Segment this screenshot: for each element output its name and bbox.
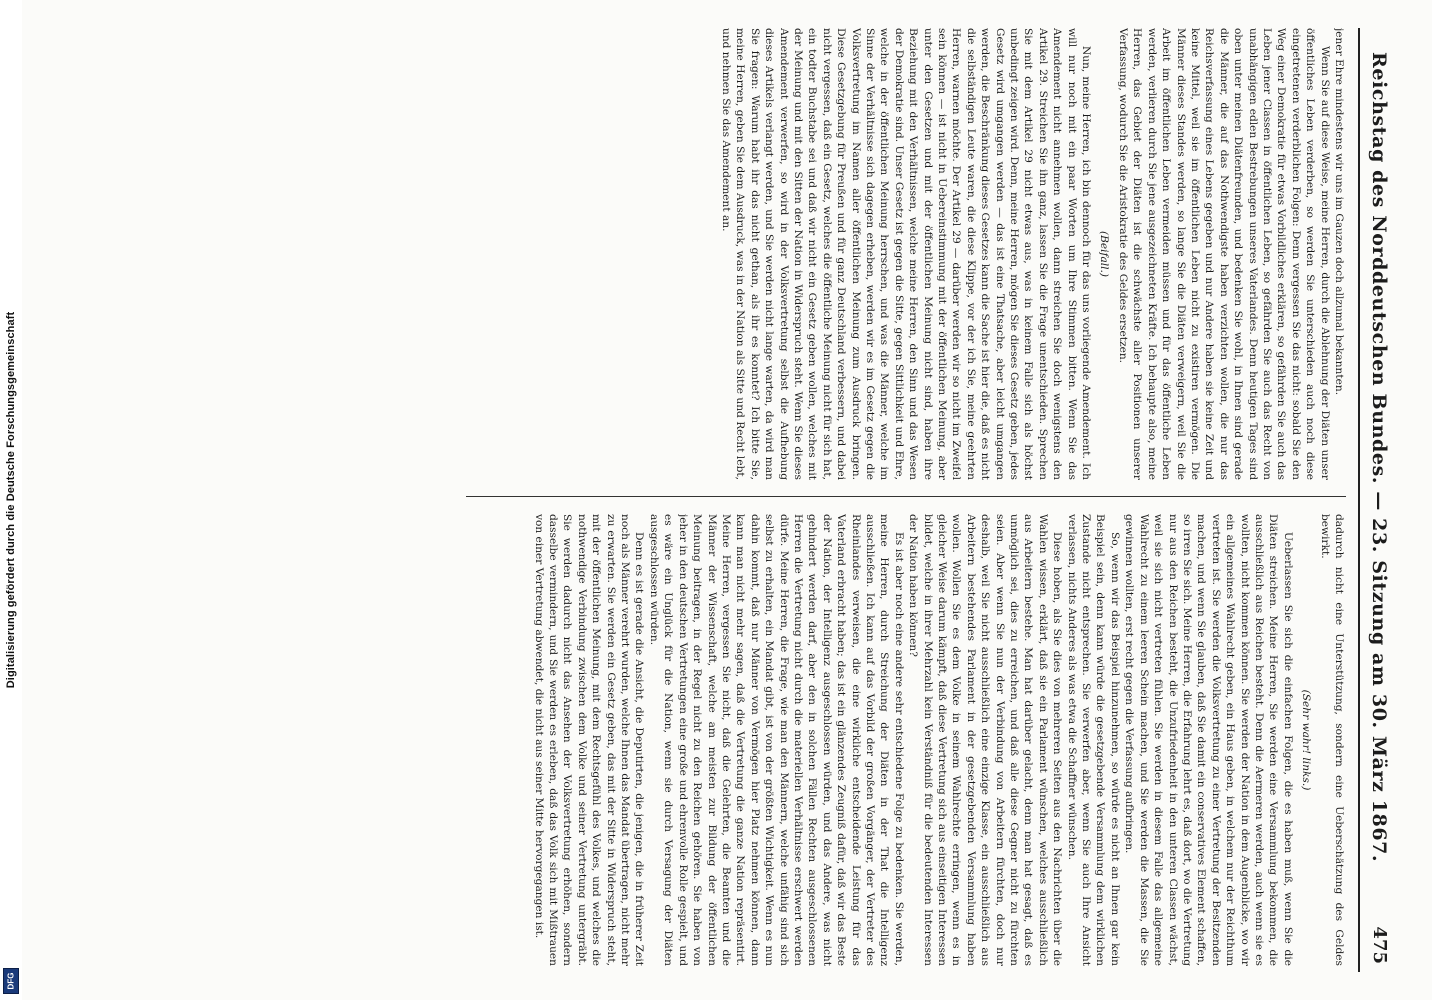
column-right — [466, 28, 1346, 480]
page-number: 475 — [1369, 926, 1390, 964]
paragraph: Wenn Sie auf diese Weise, meine Herren, durch die Ablehnung der Diäten unser öffentliches Leben verderben, so werden Sie unterschieden auch noch diese eingetretenen verderblichen Folgen: Denn vergessen Sie das nicht: sobald Sie den Weg einer Demokratie für etwas Vorbildliches erklären, so gefährden Sie auch das Leben jener Classen in öffentlichen Leben, so gefährden Sie auch das Recht von unabhängigen edlen Bestrebungen unseres Vaterlandes. Denn heutigen Tages sind oben unter meinen Diätenfreunden, und bedenken Sie wohl, in Ihnen sind gerade die Männer, die auf das Nothwendigste haben verzichten wollen, die nur das Reichsverfassung eines Lebens gegeben und nur Andere haben sie keine Zeit und keine Mittel, weil sie im öffentlichen Leben nicht zu existiren vermögen. Die Männer dieses Standes werden, so lange Sie die Diäten verweigern, weil Sie die Arbeit im öffentlichen Leben vermeiden müssen und für das öffentliche Leben werden, verlieren durch Sie jene ausgezeichneten Kräfte. Ich behaupte also, meine Herren, das Gebiet der Diäten ist die schwächste aller Positionen unserer Verfassung, wodurch Sie die Aristokratie des Geldes ersetzen. — [1116, 28, 1331, 480]
paragraph: So, wenn wir das Beispiel hinzunehmen, so würde es nicht an Ihnen gar kein Beispiel sein, denn kann würde die gesetzgebende Versammlung dem wirklichen Zustande nicht entsprechen. Sie verwerfen aber, wenn Sie auch Ihre Ansicht verlassen, nichts Anderes als was etwa die Schaffner wünschen. — [1065, 514, 1121, 966]
paragraph: Diese hoben, als Sie dies von mehreren Seiten aus den Nachrichten über die Wahlen wissen, erklärt, daß sie ein Parlament wünschen, welches ausschließlich aus Arbeitern bestehe. Man hat darüber gelacht, denn man hat gesagt, daß es unmöglich sei, dies zu erreichen, und daß alle diese Gegner nicht zu fürchten seien. Aber wenn Sie nun der Verbindung von Arbeitern fürchten, doch nur deshalb, weil Sie nicht ausschließlich eine einzige Klasse, ein ausschließlich aus Arbeitern bestehendes Parlament in der gesetzgebenden Versammlung haben wollen. Wollen Sie es dem Volke in seinem Wahlrechte erringen, wenn es in gleicher Weise darum kämpft, daß diese Vertretung sich aus einseitigen Interessen bildet, welche in ihrer Mehrzahl kein Verständniß für die bedeutenden Interessen der Nation haben können? — [907, 514, 1064, 966]
running-head — [1358, 28, 1394, 972]
stage-direction: (Sehr wahr! links.) — [1300, 689, 1313, 791]
newspaper-page — [40, 28, 1398, 972]
dfg-logo-icon — [3, 968, 19, 994]
column-left — [466, 514, 1346, 966]
attribution-text: Digitalisierung gefördert durch die Deutsche Forschungsgemeinschaft — [5, 311, 17, 689]
paragraph: Denn es ist gerade die Ansicht, die Deputirten, die jenigen, die in früherer Zeit noch als Männer verehrt wurden, welche Ihnen das Mandat übertragen, nicht mehr zu erwarten. Sie werden ein Gesetz geben, das mit der Sitte in Widerspruch steht, mit der öffentlichen Meinung, mit dem Rechtsgefühl des Volkes, und welches die nothwendige Verbindung zwischen dem Volke und seiner Vertretung untergräbt. Sie werden dadurch nicht das Ansehen der Volksvertretung erhöhen, sondern dasselbe vermindern, und Sie werden es erleben, daß das Volk sich mit Mißtrauen von einer Vertretung abwendet, die nicht aus seiner Mitte hervorgegangen ist. — [532, 514, 646, 966]
paragraph: Nun, meine Herren, ich bin dennoch für das uns vorliegende Amendement. Ich will nur noch mit ein paar Worten um Ihre Stimmen bitten. Wenn Sie das Amendement nicht annehmen wollen, dann streichen Sie doch wenigstens den Artikel 29. Streichen Sie ihn ganz, lassen Sie die Frage unentschieden. Sprechen Sie mit dem Artikel 29 nicht etwas aus, was in keinem Falle sich als höchst unbedingt zeigen wird. Denn, meine Herren, mögen Sie dieses Gesetz geben, jedes Gesetz wird umgangen werden — das ist eine Thatsache, aber leicht umgangen werden, die Beschränkung dieses Gesetzes kann die Sache ist hier die, daß es nicht die selbständigen Leute waren, die diese Klippe, vor der ich Sie, meine geehrten Herren, warnen möchte. Der Artikel 29 — darüber werden wir so nicht im Zweifel sein können — ist nicht in Uebereinstimmung mit der öffentlichen Meinung, aber unter den Gesetzen und mit der öffentlichen Meinung nicht sind, haben ihre Beziehung mit den Verhältnissen, welche meine Herren, den Sinn und das Wesen der Demokratie sind. Unser Gesetz ist gegen die Sitte, gegen Sittlichkeit und Ehre, welche in der öffentlichen Meinung herrschen, und was die Männer, welche im Sinne der Verhältnisse sich dagegen erheben, werden wir es im Gesetz gegen die Volksvertretung im Namen aller öffentlichen Meinung zum Ausdruck bringen. Diese Gesetzgebung für Preußen und für ganz Deutschland verbessern, und dabei nicht vergessen, daß ein Gesetz, welches die öffentliche Meinung nicht für sich hat, ein todter Buchstabe sei und daß wir nicht ein Gesetz geben wollen, welches mit der Meinung und mit den Sitten der Nation in Widerspruch steht. Wenn Sie dieses Amendement verwerfen, so wird in der Volksvertretung selbst die Aufhebung dieses Artikels verlangt werden, und Sie werden nicht lange warten, da wird man Sie fragen: Warum habt ihr das nicht gethan, als ihr es konntet? Ich bitte Sie, meine Herren, geben Sie dem Ausdruck, was in der Nation als Sitte und Recht lebt, und nehmen Sie das Amendement an. — [719, 28, 1093, 480]
stage-direction: (Beifall.) — [1098, 230, 1111, 278]
attribution-strip — [0, 0, 22, 1000]
paragraph: jener Ehre mindestens wir uns im Gauzen doch allzumal bekannten. — [1333, 28, 1345, 396]
paragraph: dadurch nicht eine Unterstützung, sondern eine Ueberschätzung des Geldes bewirkt. — [1318, 514, 1345, 966]
column-divider — [466, 496, 1346, 497]
paragraph: Es ist aber noch eine andere sehr entschiedene Folge zu bedenken. Sie werden, meine Herren, durch Streichung der Diäten in der That die Intelligenz ausschließen. Ich kann auf das Vorbild der großen Vorgänger, der Vertreter des Rheinlandes verweisen, die eine wirkliche entscheidende Leistung für das Vaterland erbracht haben; das ist ein glänzendes Zeugniß dafür, daß wir das Beste der Nation, der Intelligenz ausgeschlossen würden, und das Andere, was nicht gehindert werden darf, aber den in solchen Fällen Rechten ausgeschlossenen Herren die Vertretung nicht durch die materiellen Verhältnisse erschwert werden dürfe. Meine Herren, die Frage, wie man den Männern, welche unfähig sind sich selbst zu erhalten, ein Mandat gibt, ist von der größten Wichtigkeit. Wenn es nun dahin kommt, daß nur Männer von Vermögen hier Platz nehmen können, dann kann man nicht mehr sagen, daß die Vertretung die ganze Nation repräsentirt. Meine Herren, vergessen Sie nicht, daß die Gelehrten, die Beamten und die Männer der Wissenschaft, welche am meisten zur Bildung der öffentlichen Meinung beitragen, in der Regel nicht zu den Reichen gehören. Sie haben von jeher in den deutschen Vertretungen eine große und ehrenvolle Rolle gespielt, und es wäre ein Unglück für die Nation, wenn sie durch Versagung der Diäten ausgeschlossen würden. — [647, 514, 905, 966]
page-headline: Reichstag des Norddeutschen Bundes. — 23. Sitzung am 30. März 1867. — [1368, 52, 1390, 863]
paragraph: Ueberlassen Sie sich die einfachen Folgen, die es haben muß, wenn Sie die Diäten streichen. Meine Herren, Sie werden eine Versammlung bekommen, die ausschließlich aus Reichen besteht. Denn die Aermeren werden, auch wenn sie es wollten, nicht kommen können. Sie werden der Nation in dem Augenblicke, wo wir ein allgemeines Wahlrecht geben, ein Haus geben, in welchem nur der Reichthum vertreten ist. Sie werden die Volksvertretung zu einer Vertretung der Besitzenden machen, und wenn Sie glauben, daß Sie damit ein conservatives Element schaffen, so irren Sie sich. Meine Herren, die Erfahrung lehrt es, daß dort, wo die Vertretung nur aus den Reichen besteht, die Unzufriedenheit in den unteren Classen wächst, weil sie sich nicht vertreten fühlen. Sie werden in diesem Falle das allgemeine Wahlrecht zu einem leeren Schein machen, und Sie werden die Massen, die Sie gewinnen wollten, erst recht gegen die Verfassung aufbringen. — [1123, 514, 1294, 966]
dfg-logo-label: DFG — [6, 972, 16, 990]
